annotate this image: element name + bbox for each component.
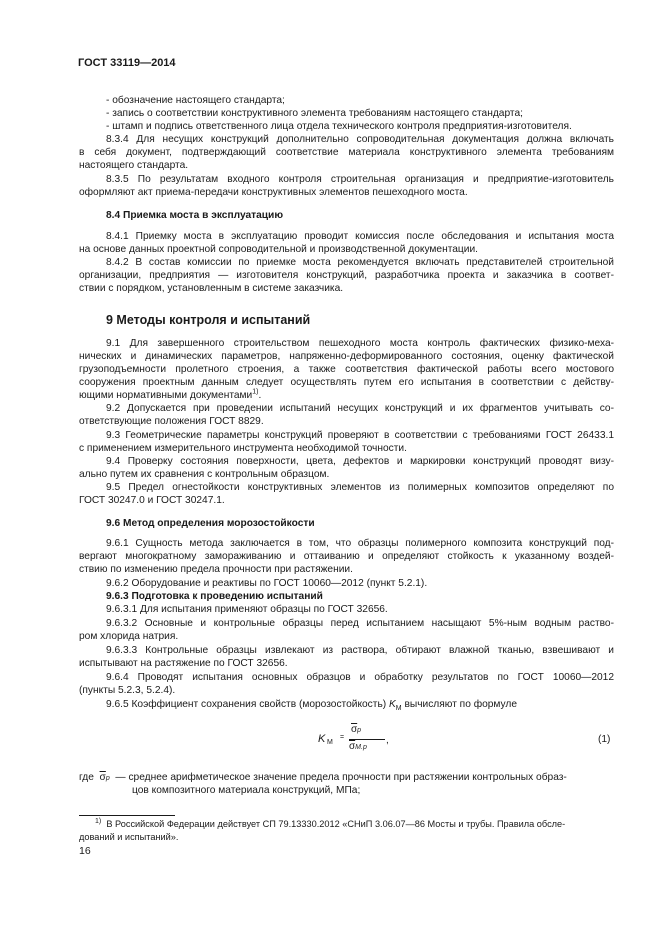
paragraph-line: 9.6.2 Оборудование и реактивы по ГОСТ 10060—2012 (пункт 5.2.1). [106, 578, 428, 589]
list-item: - запись о соответствии конструктивного элемента требованиям настоящего стандарта; [106, 108, 523, 119]
paragraph-line: 9.1 Для завершенного строительством пешеходного моста контроль фактических физико-меха- [106, 338, 614, 349]
paragraph-line: ально путем их сравнения с контрольным образцом. [79, 469, 330, 480]
formula: K M = $\overline{\sigma}p$ $\overline{\sigma}M.p$ , [318, 724, 389, 752]
chapter-heading: 9 Методы контроля и испытаний [106, 313, 311, 327]
footnote-cont: дований и испытаний». [79, 832, 179, 842]
fraction-bar [349, 739, 385, 740]
paragraph-line: 9.4 Проверку состояния поверхности, цвета, дефектов и маркировки конструкций проводят визу- [106, 456, 614, 467]
paragraph-line: 8.3.5 По результатам входного контроля строительная организация и предприятие-изготовитель [106, 174, 614, 185]
paragraph-line: нических и динамических параметров, напряженно-деформированного состояния, оценку фактической [79, 351, 614, 362]
paragraph-line: испытывают на растяжение по ГОСТ 32656. [79, 658, 288, 669]
page-number: 16 [79, 845, 91, 857]
where-clause-cont: цов композитного материала конструкций, МПа; [132, 785, 361, 796]
formula-numerator: $\overline{\sigma}p$ [351, 724, 362, 735]
paragraph-line: грузоподъемности пролетного строения, а также соответствия фактической работы всего мостового [79, 364, 614, 375]
paragraph-line: 9.2 Допускается при проведении испытаний несущих конструкций и их фрагментов учитывать со- [106, 403, 614, 414]
paragraph-line: организации, предприятия — изготовителя конструкций, разработчика проекта и заказчика в соответ- [79, 270, 614, 281]
paragraph-line: 9.6.4 Проводят испытания основных образцов и обработку результатов по ГОСТ 10060—2012 [106, 672, 614, 683]
paragraph-line: сооружения проектным данным следует осуществлять путем его испытания в соответствии с действу- [79, 377, 614, 388]
formula-denominator: $\overline{\sigma}M.p$ [349, 741, 367, 752]
equation-number: (1) [598, 734, 611, 745]
paragraph-line: 9.6.5 Коэффициент сохранения свойств (морозостойкость) $K_M$ вычисляют по формуле [106, 699, 518, 713]
where-clause: где $\overline{\sigma}p$ — среднее арифметическое значение предела прочности при растяжении контрольных образ- [79, 772, 567, 783]
paragraph-line: 9.5 Предел огнестойкости конструктивных элементов из полимерных композитов определяют по [106, 482, 614, 493]
paragraph-line: ответствующие положения ГОСТ 8829. [79, 416, 264, 427]
subsection-heading: 9.6.3 Подготовка к проведению испытаний [106, 591, 323, 602]
paragraph-line: ствию по изменению предела прочности при растяжении. [79, 564, 353, 575]
paragraph-line: 8.4.1 Приемку моста в эксплуатацию проводит комиссия после обследования и испытания моста [106, 231, 614, 242]
paragraph-line: вергают многократному замораживанию и оттаиванию и определяют стойкость к указанному воздей- [79, 551, 614, 562]
paragraph-line: 9.6.3.2 Основные и контрольные образцы перед испытанием насыщают 5%-ным водным раство- [106, 618, 614, 629]
section-heading: 8.4 Приемка моста в эксплуатацию [106, 210, 284, 221]
paragraph-line: 9.3 Геометрические параметры конструкций проверяют в соответствии с требованиями ГОСТ 26433.1 [106, 430, 614, 441]
paragraph-line: в себя документ, подтверждающий соответствие материала конструктивного элемента требованиям [79, 147, 614, 158]
footnote: $^{1)}$ В Российской Федерации действует СП 79.13330.2012 «СНиП 3.06.07—86 Мосты и трубы. Правила обсле- [95, 817, 566, 829]
paragraph-line: 8.4.2 В состав комиссии по приемке моста рекомендуется включать представителей строительной [106, 257, 614, 268]
paragraph-line: 9.6.3.3 Контрольные образцы извлекают из раствора, обтирают влажной тканью, взвешивают и [106, 645, 614, 656]
footnote-ref: 1) [252, 388, 259, 396]
paragraph-line: (пункты 5.2.3, 5.2.4). [79, 685, 176, 696]
document-header: ГОСТ 33119—2014 [78, 57, 176, 69]
section-heading: 9.6 Метод определения морозостойкости [106, 518, 315, 529]
footnote-divider [79, 815, 175, 816]
paragraph-line: 9.6.3.1 Для испытания применяют образцы по ГОСТ 32656. [106, 604, 388, 615]
paragraph-line: на основе данных проектной сопроводительной и производственной документации. [79, 244, 478, 255]
paragraph-line: настоящего стандарта. [79, 160, 189, 171]
paragraph-line: ром хлорида натрия. [79, 631, 179, 642]
paragraph-line: ствии с порядком, установленным в системе заказчика. [79, 283, 344, 294]
list-item: - обозначение настоящего стандарта; [106, 95, 285, 106]
paragraph-line: 8.3.4 Для несущих конструкций дополнительно сопроводительная документация должна включать [106, 134, 614, 145]
paragraph-line: 9.6.1 Сущность метода заключается в том, что образцы полимерного композита конструкций под- [106, 538, 614, 549]
paragraph-line: с применением измерительного инструмента необходимой точности. [79, 443, 407, 454]
list-item: - штамп и подпись ответственного лица отдела технического контроля предприятия-изготовителя. [106, 121, 572, 132]
paragraph-line: оформляют акт приема-передачи конструктивных элементов пешеходного моста. [79, 187, 468, 198]
paragraph-line: ГОСТ 30247.0 и ГОСТ 30247.1. [79, 495, 225, 506]
paragraph-line: ющими нормативными документами$^{1)}$. [79, 388, 262, 401]
